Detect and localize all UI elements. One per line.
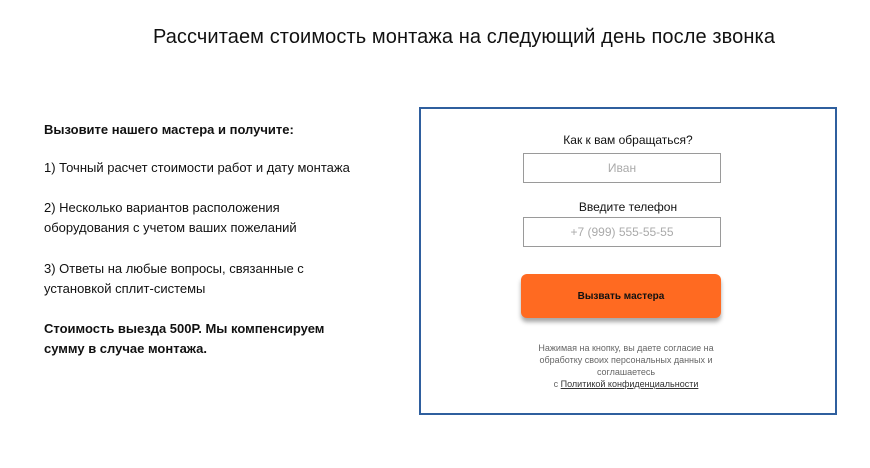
benefit-item-2: 2) Несколько вариантов расположения оборудования с учетом ваших пожеланий bbox=[44, 200, 297, 235]
benefits-section bbox=[44, 120, 384, 356]
name-label: Как к вам обращаться? bbox=[563, 133, 693, 147]
call-master-button[interactable]: Вызвать мастера bbox=[521, 274, 721, 318]
consent-text: Нажимая на кнопку, вы даете согласие на обработку своих персональных данных и соглашаетесь bbox=[538, 343, 714, 377]
phone-label: Введите телефон bbox=[578, 200, 678, 214]
benefit-item-1: 1) Точный расчет стоимости работ и дату монтажа bbox=[44, 160, 350, 175]
benefits-heading: Вызовите нашего мастера и получите: bbox=[44, 122, 294, 137]
benefit-item-3: 3) Ответы на любые вопросы, связанные с установкой сплит-системы bbox=[44, 261, 304, 296]
cost-note: Стоимость выезда 500Р. Мы компенсируем сумму в случае монтажа. bbox=[44, 321, 325, 356]
consent-notice bbox=[516, 342, 736, 390]
phone-input[interactable] bbox=[523, 217, 721, 247]
name-input[interactable] bbox=[523, 153, 721, 183]
consent-prefix: с bbox=[553, 379, 559, 389]
privacy-policy-link[interactable]: Политикой конфиденциальности bbox=[560, 379, 699, 389]
page-title: Рассчитаем стоимость монтажа на следующий день после звонка bbox=[152, 26, 776, 48]
callback-form bbox=[419, 107, 837, 415]
